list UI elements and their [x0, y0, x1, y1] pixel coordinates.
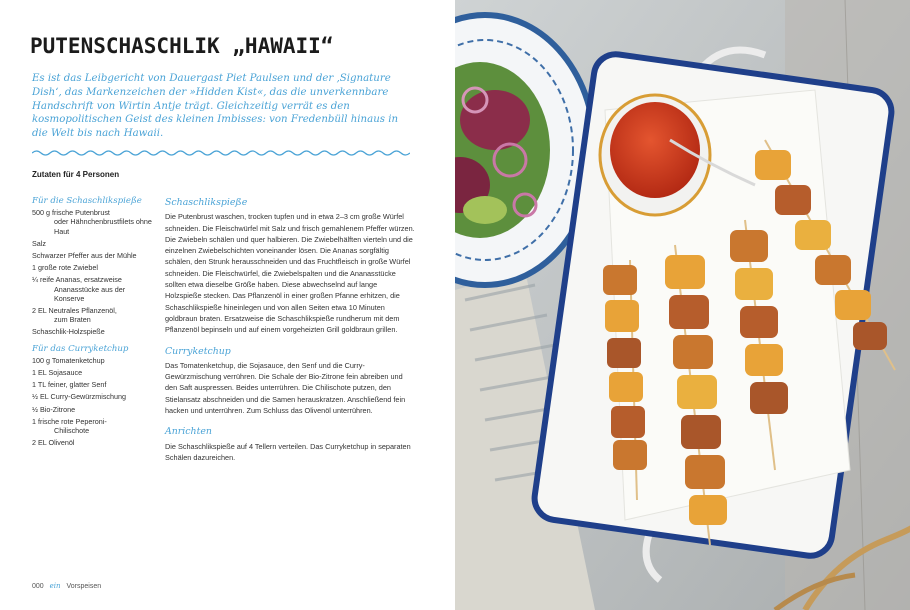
ingredient-text: 1 frische rote Peperoni-: [32, 416, 107, 426]
ingredients-group-2: [32, 356, 152, 448]
section-name: Vorspeisen: [66, 583, 102, 590]
step-title: Schaschlikspieße: [165, 197, 248, 208]
ingredient-item: [32, 263, 152, 272]
ingredient-text: ½ Bio-Zitrone: [32, 404, 76, 414]
ingredient-text: Salz: [32, 238, 46, 248]
ingredient-item: [32, 327, 152, 336]
ingredient-item: [32, 251, 152, 260]
ingredient-item: [32, 208, 152, 236]
recipe-intro: Es ist das Leibgericht von Dauergast Piet Paulsen und der ‚Signature Dish‘, das Markenzeichen der »Hidden Kist«, das die unverkennbare Handschrift von Wirtin Antje trägt. Gleichzeitig verrät es den kosmopolitischen Geist des kleinen Imbisses: von Fredenbüll hinaus in die Welt bis nach Hawaii.: [32, 73, 399, 140]
ingredients-group-title: Für das Curryketchup: [32, 343, 129, 354]
ingredient-item: [32, 275, 152, 303]
ingredient-text: 500 g frische Putenbrust: [32, 208, 110, 218]
ingredient-text: Schaschlik-Holzspieße: [32, 327, 105, 337]
ingredient-text: ¼ reife Ananas, ersatzweise: [32, 275, 122, 285]
skewer-photo-illustration: [455, 0, 910, 610]
ingredient-item: [32, 392, 152, 401]
ingredients-group-1: [32, 208, 152, 336]
ingredient-text-continued: zum Braten: [54, 315, 91, 325]
ingredients-group-title: Für die Schaschlikspieße: [32, 196, 142, 206]
recipe-title: PUTENSCHASCHLIK „HAWAII“: [30, 34, 334, 58]
step-title: Curryketchup: [165, 345, 231, 357]
ingredient-item: [32, 239, 152, 248]
ingredient-text: 100 g Tomatenketchup: [32, 355, 105, 365]
ingredient-item: [32, 417, 152, 435]
servings-label: Zutaten für 4 Personen: [32, 170, 120, 179]
page-footer: [32, 582, 101, 590]
ingredient-text: 1 große rote Zwiebel: [32, 263, 98, 273]
step-text: Die Putenbrust waschen, trocken tupfen und in etwa 2–3 cm große Würfel schneiden. Die Fleischwürfel mit Salz und frisch gemahlenem Pfeffer würzen. Die Zwiebeln schälen und quer halbieren. Die Zwiebelhälften vierteln und die einzelnen Zwiebelschichten voneinander lösen. Die Ananas sorgfältig schälen, den Strunk herausschneiden und das Fruchtfleisch in große Würfel schneiden. Die Fleischwürfel, die Zwiebelspalten und die Ananasstücke sollten etwa dieselbe Größe haben. Diese abwechselnd auf lange Holzspieße stecken. Das Pflanzenöl in einer großen Pfanne erhitzen, die Schaschlikspieße hineinlegen und von allen Seiten etwa 10 Minuten goldbraun braten. Ersatzweise die Schaschlikspieße rundherum mit dem Pflanzenöl bepinseln und auf einem vorgeheizten Grill goldbraun grillen.: [165, 212, 415, 335]
ingredient-item: [32, 405, 152, 414]
ingredient-item: [32, 356, 152, 365]
ingredient-text: 1 EL Sojasauce: [32, 368, 83, 378]
step-title: Anrichten: [165, 426, 212, 438]
ingredient-text-continued: Chilischote: [54, 426, 90, 436]
ingredient-item: [32, 438, 152, 447]
footer-mark: ein: [49, 582, 61, 590]
ingredient-item: [32, 368, 152, 377]
ingredient-text: ½ EL Curry-Gewürzmischung: [32, 392, 126, 402]
ingredient-item: [32, 380, 152, 389]
ingredient-text-continued: oder Hähnchenbrustfilets ohne Haut: [54, 217, 152, 236]
wave-divider: [32, 148, 410, 158]
page-number: 000: [32, 583, 44, 590]
ingredient-item: [32, 306, 152, 324]
preparation-steps: [165, 197, 415, 473]
ingredient-text: 1 TL feiner, glatter Senf: [32, 380, 107, 390]
food-photo: [455, 0, 910, 610]
ingredients-list: [32, 197, 152, 450]
step-text: Das Tomatenketchup, die Sojasauce, den Senf und die Curry-Gewürzmischung verrühren. Die Schale der Bio-Zitrone fein abreiben und den Saft auspressen. Beides unterrühren. Die Chilischote putzen, den Stielansatz abschneiden und die Samen herauskratzen. Anschließend fein hacken und unterrühren. Zum Schluss das Olivenöl unterrühren.: [165, 360, 406, 416]
ingredient-text: 2 EL Olivenöl: [32, 438, 75, 448]
step-text: Die Schaschlikspieße auf 4 Tellern verteilen. Das Curryketchup in separaten Schälen dazureichen.: [165, 441, 411, 462]
ingredient-text: 2 EL Neutrales Pflanzenöl,: [32, 306, 117, 316]
ingredient-text: Schwarzer Pfeffer aus der Mühle: [32, 251, 137, 261]
ingredient-text-continued: Ananasstücke aus der Konserve: [54, 284, 126, 303]
